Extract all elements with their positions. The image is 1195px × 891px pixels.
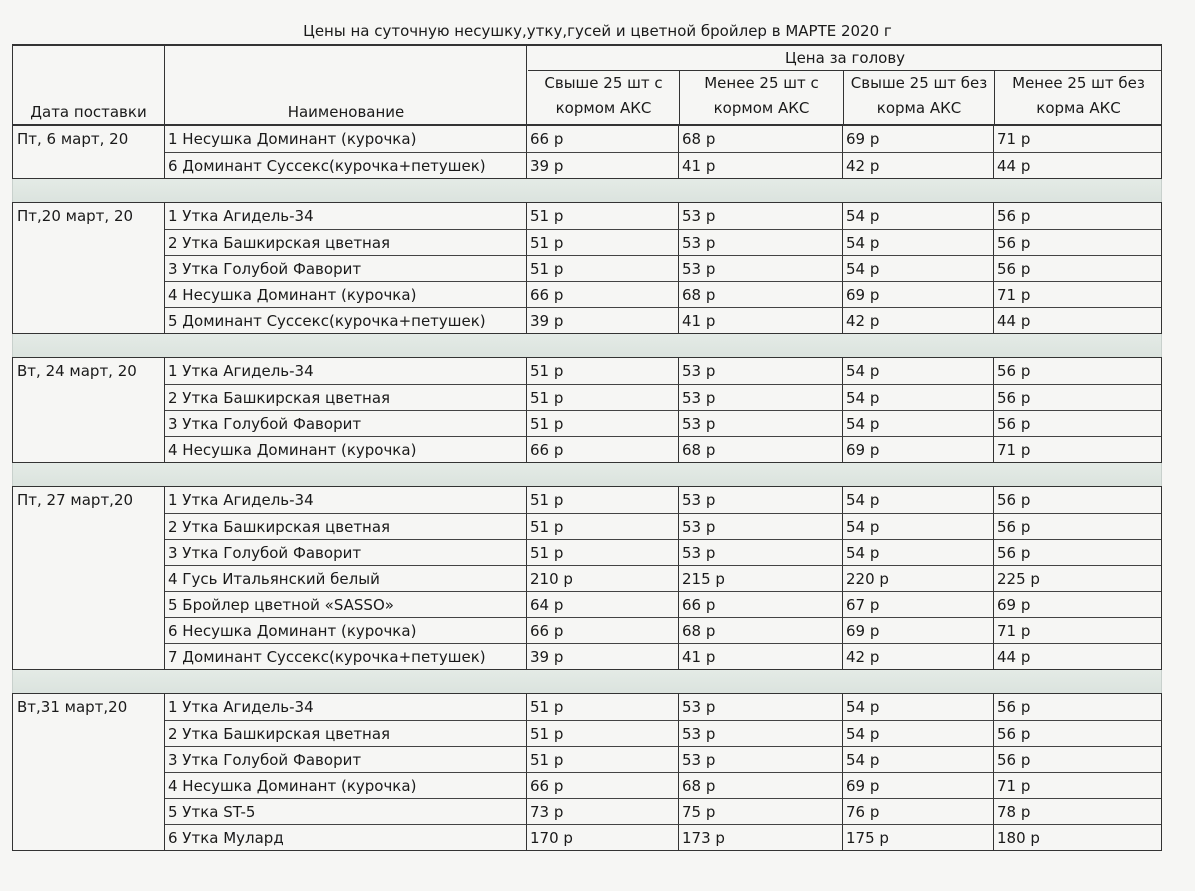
- price-cell: 54 р: [843, 694, 994, 720]
- price-cell: 51 р: [527, 720, 679, 746]
- price-cell: 53 р: [679, 255, 843, 281]
- price-cell: 56 р: [994, 384, 1161, 410]
- header-date: Дата поставки: [13, 46, 165, 124]
- price-cell: 69 р: [843, 126, 994, 152]
- price-cell: 53 р: [679, 513, 843, 539]
- price-cell: 53 р: [679, 229, 843, 255]
- price-cell: 66 р: [527, 617, 679, 643]
- price-cell: 39 р: [527, 152, 679, 178]
- delivery-date: Вт,31 март,20: [13, 694, 165, 720]
- delivery-date: Пт,20 март, 20: [13, 203, 165, 229]
- price-cell: 54 р: [843, 384, 994, 410]
- table-row: [13, 281, 1161, 307]
- table-row: [13, 539, 1161, 565]
- price-cell: 42 р: [843, 307, 994, 333]
- price-cell: 54 р: [843, 720, 994, 746]
- price-cell: 53 р: [679, 410, 843, 436]
- price-cell: 68 р: [679, 436, 843, 462]
- price-cell: 175 р: [843, 824, 994, 850]
- header-name: Наименование: [166, 46, 527, 124]
- product-name: 6 Доминант Суссекс(курочка+петушек): [165, 152, 527, 178]
- price-cell: 54 р: [843, 487, 994, 513]
- table-row: [13, 798, 1161, 824]
- price-cell: 41 р: [679, 307, 843, 333]
- price-cell: 53 р: [679, 384, 843, 410]
- delivery-date: [13, 255, 165, 281]
- price-cell: 56 р: [994, 746, 1161, 772]
- price-cell: 56 р: [997, 491, 1031, 509]
- delivery-date: [13, 384, 165, 410]
- price-cell: 220 р: [843, 565, 994, 591]
- table-row: [13, 229, 1161, 255]
- product-name: 1 Несушка Доминант (курочка): [165, 126, 527, 152]
- delivery-date: [13, 513, 165, 539]
- header-price-col-2: Менее 25 шт с кормом АКС: [680, 71, 844, 124]
- table-body: [12, 125, 1162, 851]
- price-cell: 71 р: [994, 436, 1161, 462]
- price-cell: 68 р: [679, 617, 843, 643]
- product-name: 1 Утка Агидель-34: [165, 203, 527, 229]
- table-row: [13, 591, 1161, 617]
- delivery-group: [12, 202, 1162, 334]
- price-cell: 54 р: [843, 513, 994, 539]
- price-cell: 225 р: [994, 565, 1161, 591]
- product-name: 2 Утка Башкирская цветная: [165, 229, 527, 255]
- delivery-date: [13, 746, 165, 772]
- table-row: [13, 565, 1161, 591]
- table-row: [13, 746, 1161, 772]
- price-cell: 53 р: [679, 539, 843, 565]
- table-row: [13, 643, 1161, 669]
- price-cell: 69 р: [994, 591, 1161, 617]
- product-name: 2 Утка Башкирская цветная: [165, 513, 527, 539]
- price-cell: 69 р: [843, 436, 994, 462]
- product-name: 1 Утка Агидель-34: [165, 694, 527, 720]
- delivery-date: [13, 410, 165, 436]
- table-row: [13, 203, 1161, 229]
- price-cell: 51 р: [527, 539, 679, 565]
- table-row: [13, 307, 1161, 333]
- table-row: [13, 410, 1161, 436]
- header-price-col-3: Свыше 25 шт без корма АКС: [844, 71, 995, 124]
- price-cell: 44 р: [994, 152, 1161, 178]
- product-name: 6 Утка Мулард: [165, 824, 527, 850]
- delivery-date: [13, 798, 165, 824]
- price-cell: 42 р: [843, 152, 994, 178]
- product-name: 4 Несушка Доминант (курочка): [165, 772, 527, 798]
- price-cell: 71 р: [994, 281, 1161, 307]
- product-name: 5 Бройлер цветной «SASSO»: [165, 591, 527, 617]
- delivery-date: [13, 539, 165, 565]
- price-cell: 71 р: [994, 617, 1161, 643]
- group-separator: [12, 179, 1162, 202]
- price-cell: 41 р: [679, 152, 843, 178]
- price-cell: 69 р: [843, 617, 994, 643]
- price-cell: 215 р: [679, 565, 843, 591]
- product-name: 3 Утка Голубой Фаворит: [165, 410, 527, 436]
- price-cell: 51 р: [527, 694, 679, 720]
- product-name: 4 Гусь Итальянский белый: [165, 565, 527, 591]
- header-price-col-4: Менее 25 шт без корма АКС: [1012, 74, 1145, 117]
- price-cell: 39 р: [527, 307, 679, 333]
- product-name: 5 Доминант Суссекс(курочка+петушек): [165, 307, 527, 333]
- price-cell: 51 р: [527, 255, 679, 281]
- price-cell: 68 р: [679, 126, 843, 152]
- product-name: 4 Несушка Доминант (курочка): [165, 436, 527, 462]
- table-row: [13, 720, 1161, 746]
- price-cell: 170 р: [527, 824, 679, 850]
- price-cell: 56 р: [994, 410, 1161, 436]
- price-cell: 180 р: [994, 824, 1161, 850]
- delivery-group: [12, 125, 1162, 179]
- product-name: 4 Несушка Доминант (курочка): [165, 281, 527, 307]
- price-cell: 68 р: [679, 772, 843, 798]
- price-cell: 76 р: [843, 798, 994, 824]
- price-cell: 51 р: [527, 229, 679, 255]
- price-cell: 51 р: [527, 513, 679, 539]
- price-cell: 66 р: [679, 591, 843, 617]
- delivery-date: [13, 565, 165, 591]
- price-cell: 66 р: [527, 772, 679, 798]
- price-cell: 39 р: [527, 643, 679, 669]
- delivery-group: [12, 486, 1162, 670]
- price-cell: 51 р: [527, 746, 679, 772]
- delivery-date: Вт, 24 март, 20: [13, 358, 165, 384]
- price-cell: 53 р: [679, 694, 843, 720]
- table-row: [13, 358, 1161, 384]
- delivery-date: [13, 720, 165, 746]
- product-name: 6 Несушка Доминант (курочка): [165, 617, 527, 643]
- price-table: [12, 44, 1162, 851]
- document-title: Цены на суточную несушку,утку,гусей и цветной бройлер в МАРТЕ 2020 г: [303, 22, 892, 40]
- price-cell: 56 р: [994, 255, 1161, 281]
- delivery-date: [13, 229, 165, 255]
- table-row: [13, 617, 1161, 643]
- price-cell: 68 р: [679, 281, 843, 307]
- price-cell: 53 р: [679, 203, 843, 229]
- price-cell: 44 р: [994, 643, 1161, 669]
- header-price-col-1: Свыше 25 шт с кормом АКС: [528, 71, 680, 124]
- price-cell: 69 р: [843, 281, 994, 307]
- table-row: [13, 694, 1161, 720]
- price-cell: 210 р: [527, 565, 679, 591]
- price-cell: 54 р: [843, 203, 994, 229]
- delivery-date: [13, 643, 165, 669]
- price-cell: 56 р: [994, 513, 1161, 539]
- delivery-group: [12, 357, 1162, 463]
- product-name: 1 Утка Агидель-34: [165, 358, 527, 384]
- price-cell: 54 р: [843, 746, 994, 772]
- product-name: 2 Утка Башкирская цветная: [165, 384, 527, 410]
- product-name: 3 Утка Голубой Фаворит: [165, 539, 527, 565]
- price-cell: 51 р: [527, 358, 679, 384]
- price-cell: 56 р: [997, 362, 1031, 380]
- table-row: [13, 384, 1161, 410]
- delivery-date: [13, 436, 165, 462]
- price-cell: 66 р: [527, 126, 679, 152]
- price-cell: 54 р: [843, 358, 994, 384]
- price-cell: 69 р: [843, 772, 994, 798]
- table-row: [13, 487, 1161, 513]
- price-cell: 78 р: [994, 798, 1161, 824]
- table-row: [13, 126, 1161, 152]
- price-cell: 44 р: [994, 307, 1161, 333]
- delivery-date: Пт, 6 март, 20: [13, 126, 165, 152]
- table-header: [12, 46, 1162, 125]
- table-row: [13, 436, 1161, 462]
- price-cell: 71 р: [994, 772, 1161, 798]
- product-name: 7 Доминант Суссекс(курочка+петушек): [165, 643, 527, 669]
- price-cell: 51 р: [527, 410, 679, 436]
- group-separator: [12, 463, 1162, 486]
- price-cell: 41 р: [679, 643, 843, 669]
- price-cell: 67 р: [843, 591, 994, 617]
- delivery-date: [13, 152, 165, 178]
- price-cell: 54 р: [843, 229, 994, 255]
- delivery-date: [13, 772, 165, 798]
- table-row: [13, 513, 1161, 539]
- group-separator: [12, 334, 1162, 357]
- price-cell: 51 р: [527, 384, 679, 410]
- price-cell: 56 р: [997, 698, 1031, 716]
- header-price-group: Цена за голову: [528, 46, 1162, 71]
- price-cell: 54 р: [843, 410, 994, 436]
- price-cell: 42 р: [843, 643, 994, 669]
- price-cell: 56 р: [994, 229, 1161, 255]
- price-cell: 66 р: [527, 281, 679, 307]
- price-cell: 53 р: [679, 487, 843, 513]
- product-name: 1 Утка Агидель-34: [165, 487, 527, 513]
- price-cell: 51 р: [527, 487, 679, 513]
- price-cell: 75 р: [679, 798, 843, 824]
- table-row: [13, 772, 1161, 798]
- price-cell: 53 р: [679, 720, 843, 746]
- group-separator: [12, 670, 1162, 693]
- delivery-date: [13, 591, 165, 617]
- table-row: [13, 255, 1161, 281]
- price-cell: 56 р: [994, 720, 1161, 746]
- table-row: [13, 824, 1161, 850]
- price-cell: 56 р: [997, 207, 1031, 225]
- price-cell: 51 р: [527, 203, 679, 229]
- price-cell: 56 р: [994, 539, 1161, 565]
- product-name: 3 Утка Голубой Фаворит: [165, 746, 527, 772]
- price-cell: 54 р: [843, 539, 994, 565]
- product-name: 3 Утка Голубой Фаворит: [165, 255, 527, 281]
- delivery-date: [13, 307, 165, 333]
- price-cell: 53 р: [679, 358, 843, 384]
- price-cell: 64 р: [527, 591, 679, 617]
- table-row: [13, 152, 1161, 178]
- product-name: 2 Утка Башкирская цветная: [165, 720, 527, 746]
- price-cell: 66 р: [527, 436, 679, 462]
- delivery-date: [13, 281, 165, 307]
- delivery-date: Пт, 27 март,20: [13, 487, 165, 513]
- price-cell: 53 р: [679, 746, 843, 772]
- price-cell: 54 р: [843, 255, 994, 281]
- delivery-date: [13, 617, 165, 643]
- delivery-group: [12, 693, 1162, 851]
- product-name: 5 Утка ST-5: [165, 798, 527, 824]
- price-cell: 71 р: [997, 130, 1031, 148]
- price-cell: 73 р: [527, 798, 679, 824]
- delivery-date: [13, 824, 165, 850]
- price-cell: 173 р: [679, 824, 843, 850]
